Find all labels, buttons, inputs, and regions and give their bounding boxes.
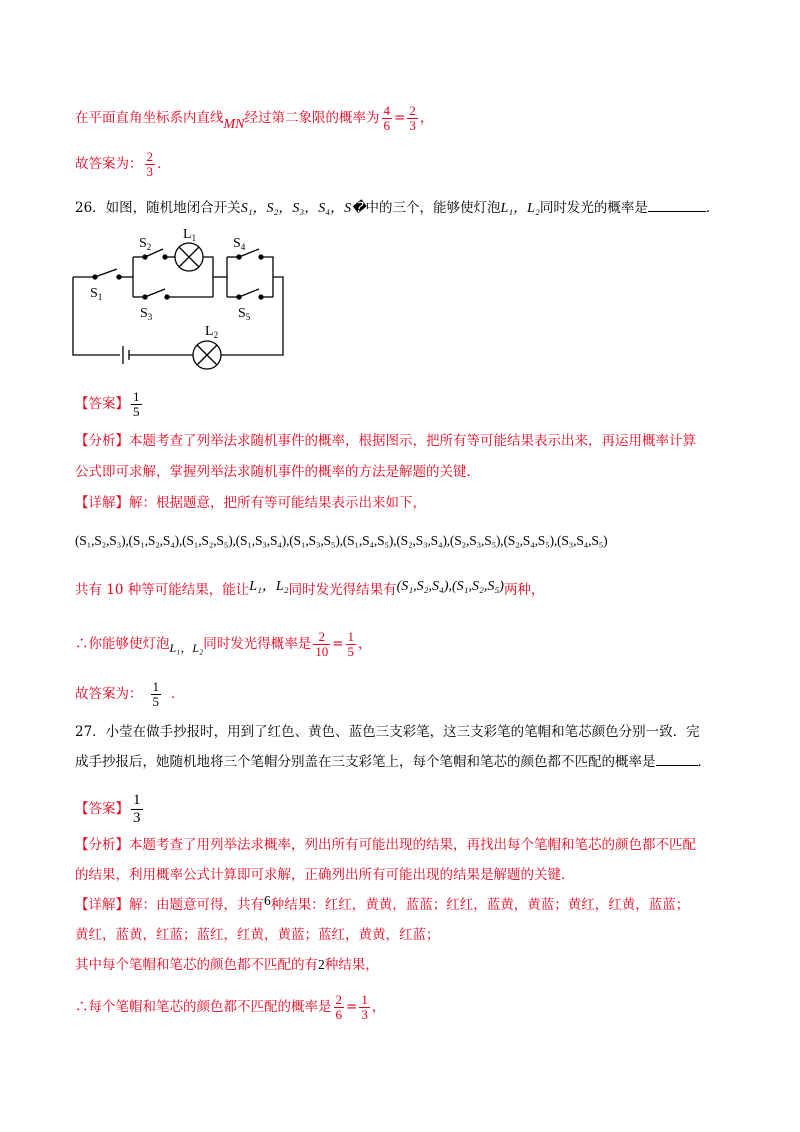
lamp-list: L₁，L₂: [500, 201, 540, 216]
wire: [203, 257, 213, 297]
answer-blank: [648, 199, 706, 212]
fraction: $\frac{1}{3}$: [133, 792, 141, 826]
switch-s5: [237, 289, 263, 299]
var-mn: MN: [223, 117, 245, 132]
label-l1: $L_1$: [183, 227, 197, 243]
detail-27-line3: 其中每个笔帽和笔芯的颜色都不匹配的有2种结果，: [75, 957, 379, 973]
text: 在平面直角坐标系内直线: [75, 110, 224, 126]
question-27-line1: 27．小莹在做手抄报时，用到了红色、黄色、蓝色三支彩笔，这三支彩笔的笔帽和笔芯颜色分别一致．完: [75, 724, 700, 740]
fraction: $\frac{2}{6}$: [335, 992, 342, 1022]
label-s2: $S_2$: [139, 236, 152, 252]
fraction: $\frac{1}{3}$: [361, 992, 368, 1022]
detail-27-line2: 黄红，蓝黄，红蓝；蓝红，红黄，黄蓝；蓝红，黄黄，红蓝；: [75, 927, 440, 943]
question-27-line2: 成手抄报后，她随机地将三个笔帽分别盖在三支彩笔上，每个笔帽和笔芯的颜色都不匹配的概率是 ．: [75, 754, 711, 770]
answer-26: 【答案】 $\frac{1}{5}$: [75, 389, 140, 419]
answer-blank: [656, 753, 698, 766]
label-s3: $S_3$: [140, 306, 153, 322]
fraction: $\frac{4}{6}$: [383, 103, 390, 133]
outcome-tuples: (S₁,S₂,S₃),(S₁,S₂,S₄),(S₁,S₂,S₅),(S₁,S₃,S₄),(S₁,S₃,S₅),(S₁,S₄,S₅),(S₂,S₃,S₄),(S₂,S₃,S₅),(S₂,S₄,S₅),(S₃,S₄,S₅): [75, 533, 608, 548]
question-26: 26．如图，随机地闭合开关S₁，S₂，S₃，S₄，S�中的三个，能够使灯泡L₁，L₂同时发光的概率是 ．: [75, 200, 720, 216]
fraction: $\frac{1}{5}$: [133, 389, 140, 419]
fraction: $\frac{2}{10}$: [315, 629, 329, 659]
analysis-26-line2: 公式即可求解，掌握列举法求随机事件的概率的方法是解题的关键．: [75, 464, 480, 480]
answer-line-25: 故答案为： $\frac{2}{3}$ ．: [75, 149, 171, 179]
answer-line-26: 故答案为： $\frac{1}{5}$ ．: [75, 679, 185, 709]
label-s4: $S_4$: [233, 236, 246, 252]
switch-list: S₁，S₂，S₃，S₄，S�: [240, 201, 366, 216]
result-26: ∴你能够使灯泡L₁，L₂同时发光得概率是 $\frac{2}{10}$ = $\frac{1}{5}$ ，: [75, 629, 372, 659]
label-l2: $L_2$: [205, 324, 219, 340]
conclusion-line-mn: 在平面直角坐标系内直线MN经过第二象限的概率为 $\frac{4}{6}$ = $\frac{2}{3}$ ，: [75, 103, 434, 133]
switch-s3: [143, 289, 169, 299]
detail-26: 【详解】解：根据题意，把所有等可能结果表示出来如下，: [75, 495, 426, 511]
detail-27-line1: 【详解】解：由题意可得，共有6种结果：红红，黄黄，蓝蓝；红红，蓝黄，黄蓝；黄红，红黄，蓝蓝；: [75, 893, 690, 913]
analysis-27-line1: 【分析】本题考查了用列举法求概率，列出所有可能出现的结果，再找出每个笔帽和笔芯的颜色都不匹配: [75, 837, 696, 853]
analysis-26-line1: 【分析】本题考查了列举法求随机事件的概率，根据图示，把所有等可能结果表示出来，再运用概率计算: [75, 433, 696, 449]
analysis-27-line2: 的结果，利用概率公式计算即可求解，正确列出所有可能出现的结果是解题的关键．: [75, 867, 575, 883]
label-s1: $S_1$: [90, 286, 103, 302]
answer-27: 【答案】 $\frac{1}{3}$: [75, 792, 141, 826]
circuit-diagram: [65, 225, 295, 370]
result-27: ∴每个笔帽和笔芯的颜色都不匹配的概率是 $\frac{2}{6}$ = $\frac{1}{3}$ ，: [75, 992, 386, 1022]
wire: [221, 277, 283, 355]
fraction: $\frac{2}{3}$: [146, 149, 153, 179]
fraction: $\frac{1}{5}$: [152, 679, 159, 709]
label-s5: $S_5$: [238, 306, 251, 322]
text: 经过第二象限的概率为: [244, 110, 380, 126]
lamp-l1: [175, 243, 203, 271]
switch-s1: [93, 269, 121, 279]
wire: [261, 257, 273, 297]
total-outcomes-26: 共有 10 种等可能结果，能让L₁，L₂同时发光得结果有(S₁,S₂,S₄),(S₁,S₂,S₅)两种，: [75, 579, 545, 598]
lamp-l2: [193, 341, 221, 369]
fraction: $\frac{1}{5}$: [347, 629, 355, 659]
fraction: $\frac{2}{3}$: [409, 103, 416, 133]
